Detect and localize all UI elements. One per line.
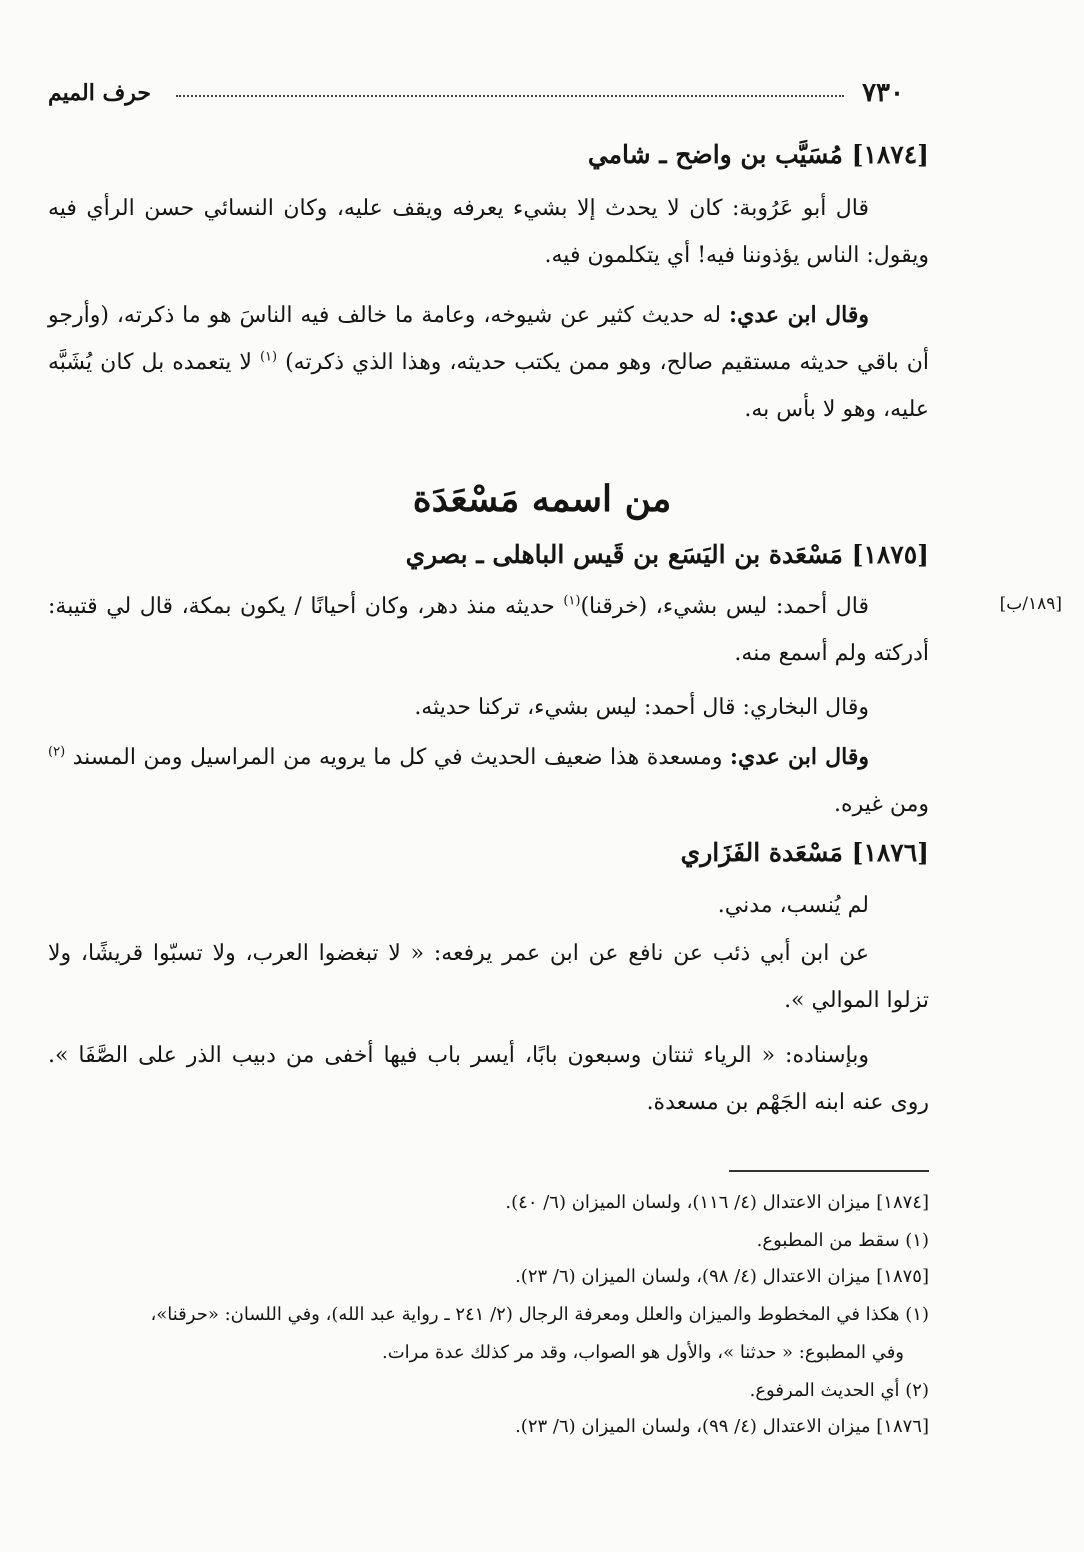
entry-1874-paragraph-2-text-a: له حديث كثير عن شيوخه، وعامة ما خالف فيه الناسَ هو ما ذكرته، (وأرجو أن باقي حديثه مستقيم صالح، وهو ممن يكتب حديثه، وهذا الذي ذكرته) — [48, 303, 929, 375]
footnote-ref-1b: (١) — [563, 593, 581, 609]
entry-1874-paragraph-1: قال أبو عَرُوبة: كان لا يحدث إلا بشيء يعرفه ويقف عليه، وكان النسائي حسن الرأي فيه ويقول: الناس يؤذوننا فيه! أي يتكلمون فيه. — [48, 196, 929, 268]
footnote-1875-2: (٢) أي الحديث المرفوع. — [749, 1380, 929, 1401]
running-head — [48, 78, 904, 118]
footnote-1876: [١٨٧٦] ميزان الاعتدال (٤/ ٩٩)، ولسان الميزان (٦/ ٢٣). — [515, 1416, 929, 1437]
footnote-1874: [١٨٧٤] ميزان الاعتدال (٤/ ١١٦)، ولسان الميزان (٦/ ٤٠). — [505, 1192, 929, 1213]
entry-1874-heading: [١٨٧٤] مُسَيَّب بن واضح ـ شامي — [587, 140, 929, 169]
footnote-ref-1: (١) — [259, 349, 278, 365]
footnote-1874-1: (١) سقط من المطبوع. — [756, 1230, 929, 1251]
entry-1875-paragraph-1 — [48, 583, 929, 677]
page-number: ٧٣٠ — [862, 78, 904, 108]
footnote-1875-1-continued: وفي المطبوع: « حدثنا »، والأول هو الصواب، وقد مر كذلك عدة مرات. — [381, 1342, 904, 1363]
entry-1875-paragraph-1-text-a: قال أحمد: ليس بشيء، (خرقنا) — [580, 594, 869, 619]
manuscript-folio-note: [١٨٩/ب] — [999, 594, 1062, 614]
section-heading: من اسمه مَسْعَدَة — [412, 478, 672, 520]
header-dotted-rule — [176, 95, 844, 97]
footnote-1875-1: (١) هكذا في المخطوط والميزان والعلل ومعرفة الرجال (٢/ ٢٤١ ـ رواية عبد الله)، وفي اللسان: «حرقنا»، — [150, 1304, 929, 1325]
entry-1876-paragraph-3: وبإسناده: « الرياء ثنتان وسبعون بابًا، أيسر باب فيها أخفى من دبيب الذر على الصَّفَا ». روى عنه ابنه الجَهْم بن مسعدة. — [48, 1043, 929, 1115]
footnote-1875: [١٨٧٥] ميزان الاعتدال (٤/ ٩٨)، ولسان الميزان (٦/ ٢٣). — [515, 1266, 929, 1287]
entry-1875-paragraph-3-text-a: ومسعدة هذا ضعيف الحديث في كل ما يرويه من المراسيل ومن المسند — [65, 745, 730, 770]
ibn-adi-lead-2: وقال ابن عدي: — [729, 744, 869, 770]
entry-1875-paragraph-3-text-b: ومن غيره. — [834, 792, 929, 817]
ibn-adi-lead: وقال ابن عدي: — [729, 302, 869, 328]
footnote-rule — [729, 1170, 929, 1172]
chapter-title: حرف الميم — [48, 80, 152, 106]
entry-1874-paragraph-2-text-b: لا يتعمده بل كان يُشَبَّه عليه، وهو لا بأس به. — [48, 350, 929, 422]
entry-1876-paragraph-1: لم يُنسب، مدني. — [717, 893, 869, 918]
entry-1875-paragraph-3 — [48, 734, 929, 828]
footnote-ref-2: (٢) — [48, 744, 66, 760]
entry-1875-paragraph-2: وقال البخاري: قال أحمد: ليس بشيء، تركنا حديثه. — [414, 695, 869, 720]
entry-1875-paragraph-1-text-b: حديثه منذ دهر، وكان أحيانًا / يكون بمكة، قال لي قتيبة: أدركته ولم أسمع منه. — [48, 594, 929, 666]
entry-1875-heading: [١٨٧٥] مَسْعَدة بن اليَسَع بن قَيس الباهلى ـ بصري — [405, 540, 929, 569]
entry-1874-paragraph-2 — [48, 292, 929, 433]
entry-1876-heading: [١٨٧٦] مَسْعَدة الفَزَاري — [680, 838, 929, 867]
entry-1876-paragraph-2: عن ابن أبي ذئب عن نافع عن ابن عمر يرفعه: « لا تبغضوا العرب، ولا تسبّوا قريشًا، ولا تزلوا الموالي ». — [48, 941, 929, 1013]
